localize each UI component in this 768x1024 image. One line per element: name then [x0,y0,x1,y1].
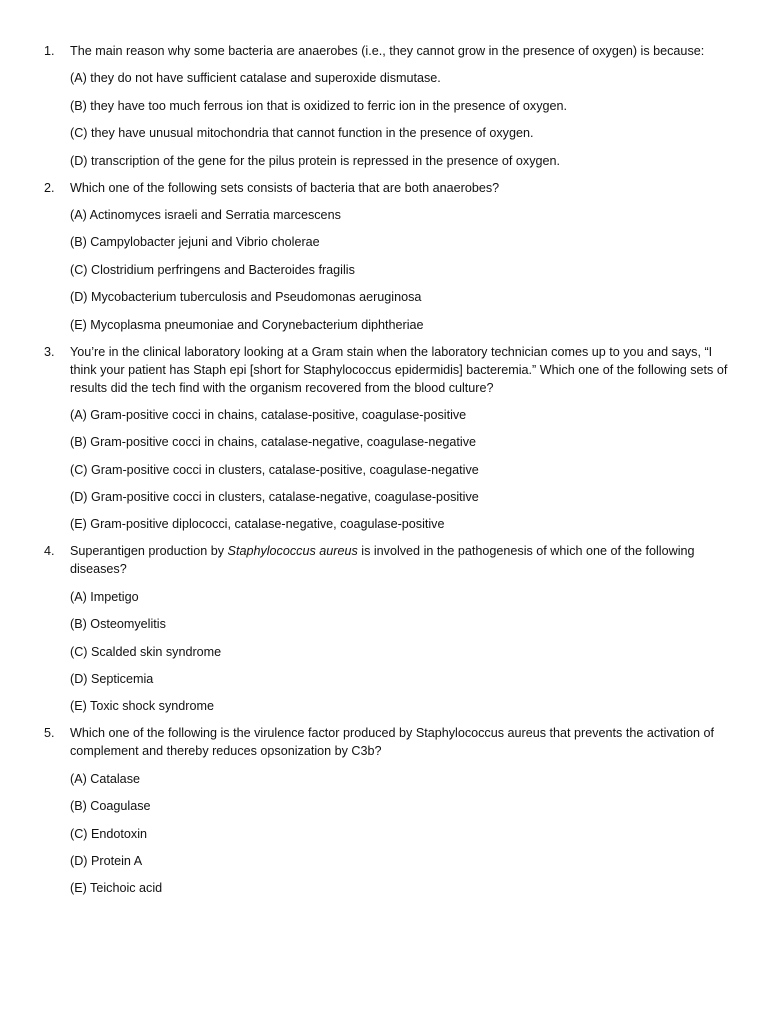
answer-option: (A) they do not have sufficient catalase and superoxide dismutase. [70,71,441,86]
answer-option: (E) Gram-positive diplococci, catalase-negative, coagulase-positive [70,517,445,532]
answer-option: (C) they have unusual mitochondria that cannot function in the presence of oxygen. [70,126,534,141]
answer-option: (E) Teichoic acid [70,881,163,896]
answer-option: (C) Endotoxin [70,826,147,841]
answer-option: (B) Osteomyelitis [70,617,166,632]
answer-option: (A) Actinomyces israeli and Serratia marcescens [70,207,341,222]
question-text-end: is involved in the pathogenesis of which one of the following diseases? [70,544,695,577]
answer-option: (E) Mycoplasma pneumoniae and Corynebacterium diphtheriae [70,317,424,332]
question-number: 2. [44,180,55,195]
answer-option: (D) Septicemia [70,672,154,687]
answer-option: (A) Catalase [70,771,140,786]
question-4 [44,542,728,715]
answer-option: (D) transcription of the gene for the pilus protein is repressed in the presence of oxygen. [70,153,561,168]
organism-name-italic: Staphylococcus aureus [227,544,358,559]
answer-option: (B) Coagulase [70,799,151,814]
answer-option: (D) Mycobacterium tuberculosis and Pseudomonas aeruginosa [70,290,422,305]
question-text: Which one of the following sets consists of bacteria that are both anaerobes? [70,180,500,195]
question-text: Which one of the following is the virulence factor produced by Staphylococcus aureus that prevents the activation of complement and thereby reduces opsonization by C3b? [70,726,715,759]
question-number: 1. [44,44,55,58]
answer-option: (A) Gram-positive cocci in chains, catalase-positive, coagulase-positive [70,407,467,422]
question-3 [44,343,728,534]
answer-option: (D) Gram-positive cocci in clusters, catalase-negative, coagulase-positive [70,490,479,505]
question-2 [44,179,728,334]
question-body [70,724,728,897]
question-body [70,343,728,534]
question-text-start: Superantigen production by [70,544,228,559]
answer-option: (C) Scalded skin syndrome [70,644,222,659]
answer-option: (B) Campylobacter jejuni and Vibrio cholerae [70,235,320,250]
question-body [70,42,728,170]
question-text: You’re in the clinical laboratory looking at a Gram stain when the laboratory technician comes up to you and says, “I think your patient has Staph epi [short for Staphylococcus epidermidis] bacteremia.” Which one of the following sets of results did the tech find with the organism recovered from the blood culture? [70,344,728,395]
answer-option: (C) Gram-positive cocci in clusters, catalase-positive, coagulase-negative [70,462,479,477]
question-number: 3. [44,344,55,359]
answer-option: (E) Toxic shock syndrome [70,699,214,714]
answer-option: (D) Protein A [70,853,143,868]
answer-option: (B) Gram-positive cocci in chains, catalase-negative, coagulase-negative [70,435,476,450]
question-5 [44,724,728,897]
question-body [70,542,728,715]
answer-option: (C) Clostridium perfringens and Bacteroides fragilis [70,262,355,277]
answer-option: (B) they have too much ferrous ion that is oxidized to ferric ion in the presence of oxygen. [70,98,568,113]
question-text: The main reason why some bacteria are anaerobes (i.e., they cannot grow in the presence of oxygen) is because: [70,44,705,58]
question-number: 4. [44,544,55,559]
question-body [70,179,728,334]
question-1 [44,42,728,170]
question-text [70,542,728,578]
answer-option: (A) Impetigo [70,589,139,604]
question-number: 5. [44,726,55,741]
